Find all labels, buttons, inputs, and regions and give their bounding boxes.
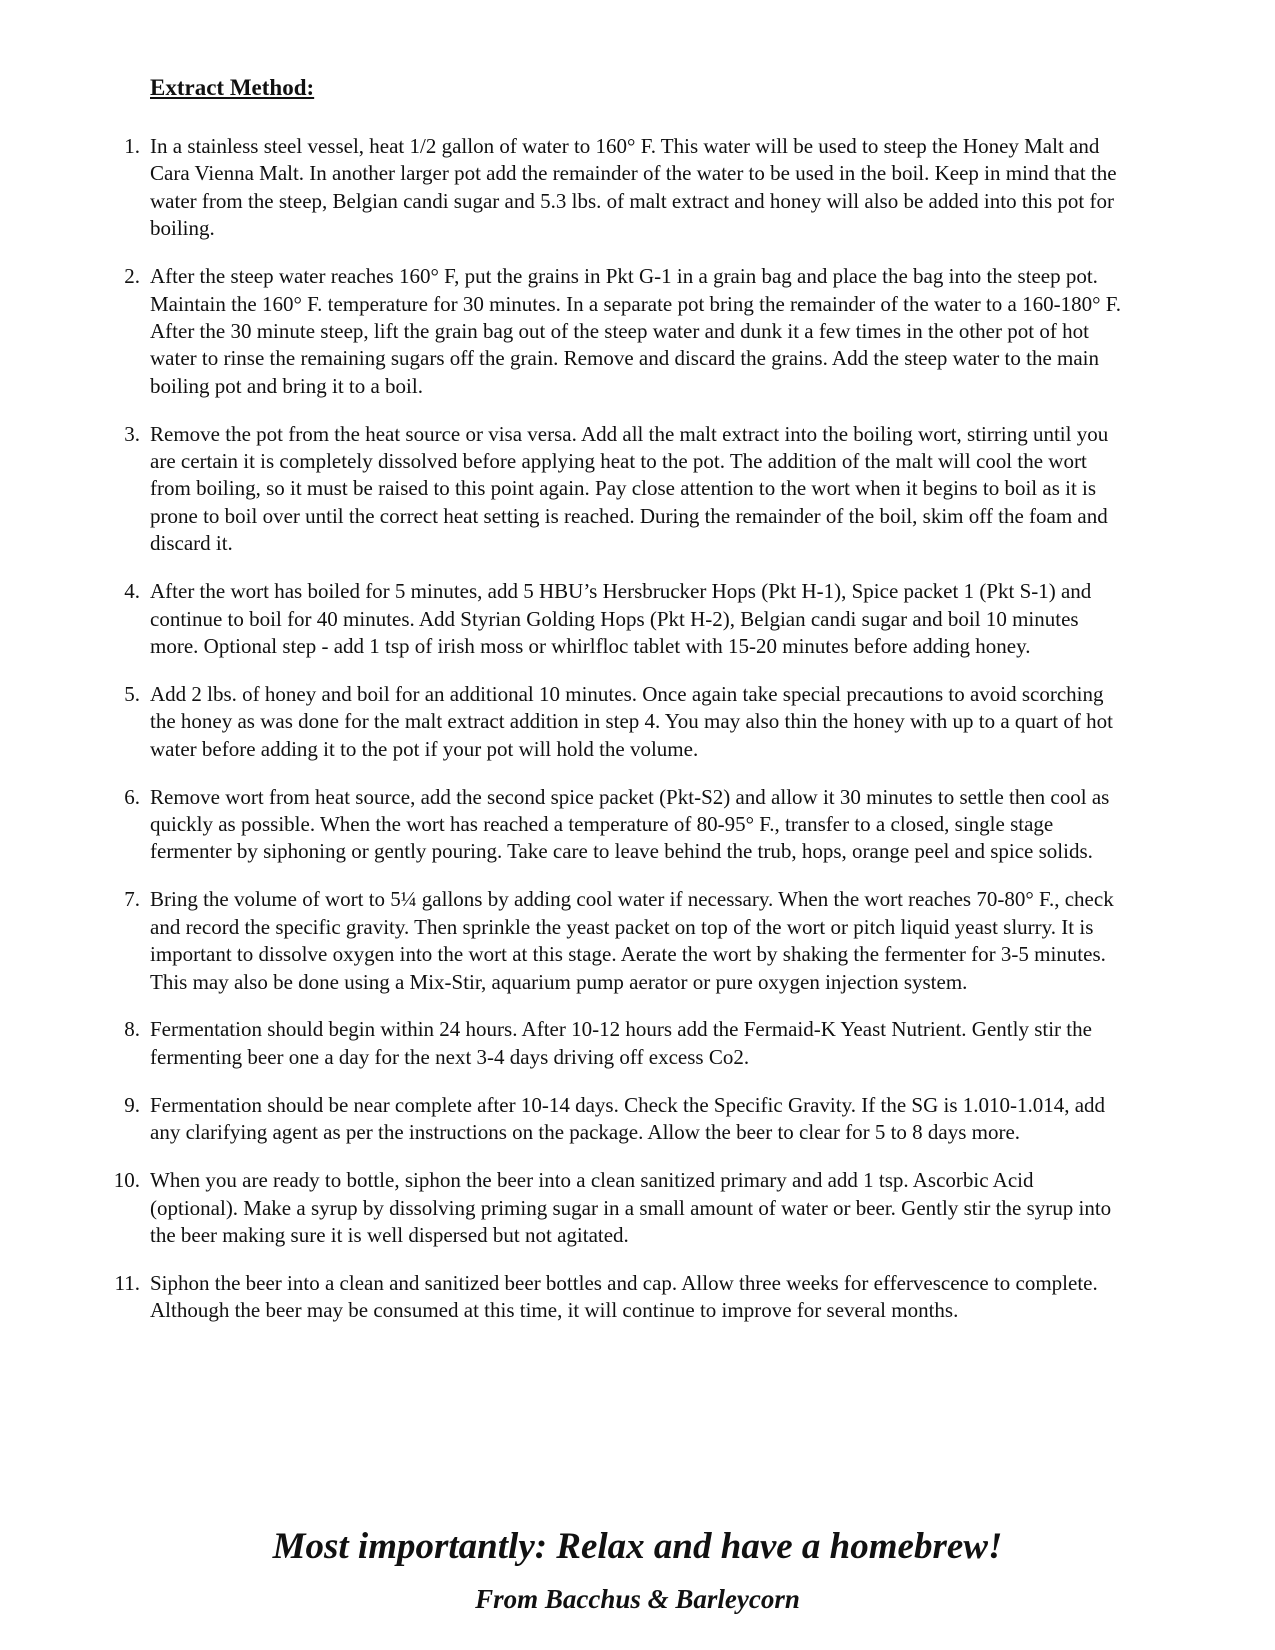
step-number: 10.	[113, 1168, 140, 1193]
step-text: Bring the volume of wort to 5¼ gallons by adding cool water if necessary. When the wort reaches 70-80° F., check and record the specific gravity. Then sprinkle the yeast packet on top of the wort or pitch liquid yeast slurry. It is important to dissolve oxygen into the wort at this stage. Aerate the wort by shaking the fermenter for 3-5 minutes. This may also be done using a Mix-Stir, aquarium pump aerator or pure oxygen injection system.	[150, 887, 1114, 994]
list-item	[0, 263, 1275, 400]
credit-line: From Bacchus & Barleycorn	[475, 1584, 800, 1614]
step-number: 3.	[124, 421, 140, 446]
list-item	[0, 1167, 1275, 1249]
step-text: Siphon the beer into a clean and sanitized beer bottles and cap. Allow three weeks for effervescence to complete. Although the beer may be consumed at this time, it will continue to improve for several months.	[150, 1270, 1098, 1323]
step-text: After the steep water reaches 160° F, put the grains in Pkt G-1 in a grain bag and place the bag into the steep pot. Maintain the 160° F. temperature for 30 minutes. In a separate pot bring the remainder of the water to a 160-180° F. After the 30 minute steep, lift the grain bag out of the steep water and dunk it a few times in the other pot of hot water to rinse the remaining sugars off the grain. Remove and discard the grains. Add the steep water to the main boiling pot and bring it to a boil.	[150, 264, 1121, 398]
step-text: In a stainless steel vessel, heat 1/2 gallon of water to 160° F. This water will be used to steep the Honey Malt and Cara Vienna Malt. In another larger pot add the remainder of the water to be used in the boil. Keep in mind that the water from the steep, Belgian candi sugar and 5.3 lbs. of malt extract and honey will also be added into this pot for boiling.	[150, 134, 1117, 241]
section-heading: Extract Method:	[150, 75, 315, 100]
step-number: 9.	[124, 1092, 140, 1117]
list-item	[0, 578, 1275, 660]
step-number: 6.	[124, 784, 140, 809]
closing-tagline: Most importantly: Relax and have a homebrew!	[272, 1526, 1003, 1567]
list-item	[0, 784, 1275, 866]
step-number: 2.	[124, 264, 140, 289]
step-text: Remove the pot from the heat source or visa versa. Add all the malt extract into the boiling wort, stirring until you are certain it is completely dissolved before applying heat to the pot. The addition of the malt will cool the wort from boiling, so it must be raised to this point again. Pay close attention to the wort when it begins to boil as it is prone to boil over until the correct heat setting is reached. During the remainder of the boil, skim off the foam and discard it.	[150, 421, 1109, 556]
list-item	[0, 681, 1275, 763]
step-text: When you are ready to bottle, siphon the beer into a clean sanitized primary and add 1 tsp. Ascorbic Acid (optional). Make a syrup by dissolving priming sugar in a small amount of water or beer. Gently stir the syrup into the beer making sure it is well dispersed but not agitated.	[150, 1168, 1112, 1247]
list-item	[0, 1016, 1275, 1071]
list-item	[0, 133, 1275, 243]
list-item	[0, 421, 1275, 558]
step-number: 5.	[124, 681, 140, 706]
list-item	[0, 886, 1275, 996]
instruction-list	[0, 133, 1275, 1345]
step-number: 4.	[124, 579, 140, 604]
step-text: After the wort has boiled for 5 minutes, add 5 HBU’s Hersbrucker Hops (Pkt H-1), Spice packet 1 (Pkt S-1) and continue to boil for 40 minutes. Add Styrian Golding Hops (Pkt H-2), Belgian candi sugar and boil 10 minutes more. Optional step - add 1 tsp of irish moss or whirlfloc tablet with 15-20 minutes before adding honey.	[150, 579, 1092, 658]
step-number: 1.	[124, 134, 140, 158]
step-text: Fermentation should be near complete after 10-14 days. Check the Specific Gravity. If the SG is 1.010-1.014, add any clarifying agent as per the instructions on the package. Allow the beer to clear for 5 to 8 days more.	[150, 1092, 1106, 1145]
step-number: 11.	[114, 1270, 140, 1295]
step-number: 7.	[124, 887, 140, 912]
step-text: Fermentation should begin within 24 hours. After 10-12 hours add the Fermaid-K Yeast Nutrient. Gently stir the fermenting beer one a day for the next 3-4 days driving off excess Co2.	[150, 1017, 1092, 1069]
step-text: Add 2 lbs. of honey and boil for an additional 10 minutes. Once again take special precautions to avoid scorching the honey as was done for the malt extract addition in step 4. You may also thin the honey with up to a quart of hot water before adding it to the pot if your pot will hold the volume.	[150, 681, 1113, 761]
list-item	[0, 1270, 1275, 1325]
list-item	[0, 1092, 1275, 1147]
step-text: Remove wort from heat source, add the second spice packet (Pkt-S2) and allow it 30 minutes to settle then cool as quickly as possible. When the wort has reached a temperature of 80-95° F., transfer to a closed, single stage fermenter by siphoning or gently pouring. Take care to leave behind the trub, hops, orange peel and spice solids.	[150, 784, 1110, 864]
step-number: 8.	[124, 1017, 140, 1042]
